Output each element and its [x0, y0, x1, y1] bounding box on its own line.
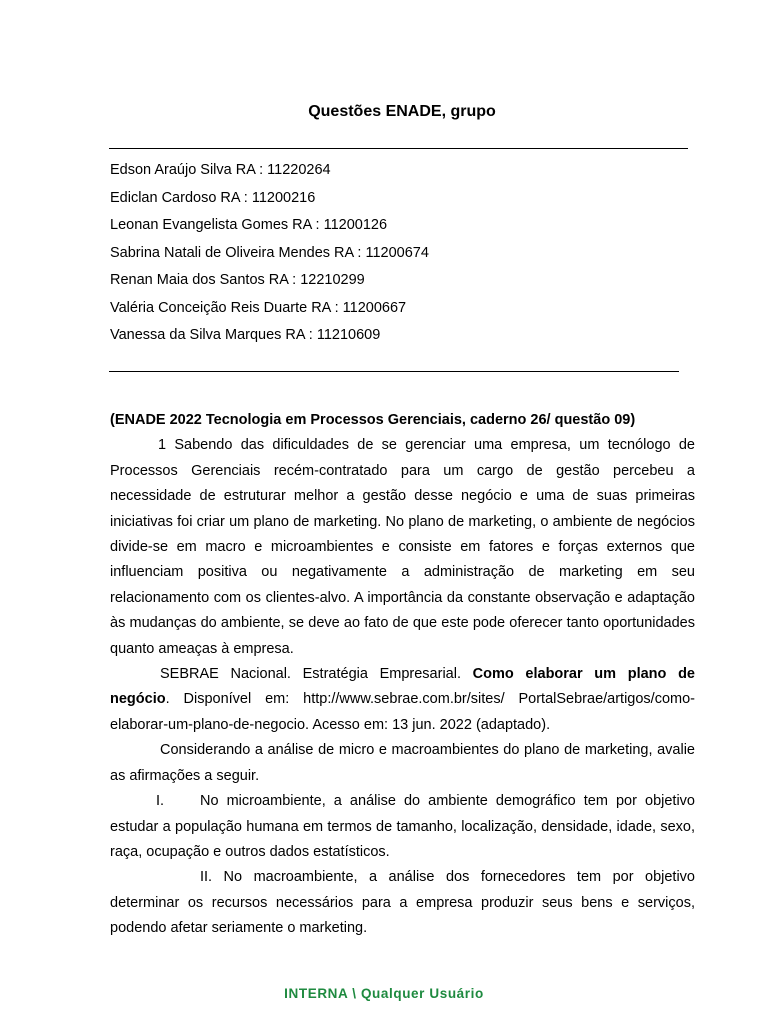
- statement-number: I.: [156, 793, 165, 810]
- statement-item: [110, 789, 695, 865]
- statement-item: [110, 865, 695, 941]
- statement-text: II. No macroambiente, a análise dos fornecedores tem por objetivo determinar os recursos necessários para a empresa produzir seus bens e serviços, podendo afetar seriamente o marketing.: [110, 869, 695, 937]
- reference-citation: [110, 662, 695, 738]
- document-title: Questões ENADE, grupo: [308, 103, 496, 120]
- reference-suffix: . Disponível em: http://www.sebrae.com.br/sites/ PortalSebrae/artigos/como-elaborar-um-plano-de-negocio. Acesso em: 13 jun. 2022 (adaptado).: [110, 691, 695, 733]
- reference-prefix: SEBRAE Nacional. Estratégia Empresarial.: [160, 666, 473, 683]
- top-divider: [109, 148, 688, 149]
- member-line: Renan Maia dos Santos RA : 12210299: [110, 272, 365, 288]
- bottom-divider: [109, 371, 679, 372]
- member-line: Edson Araújo Silva RA : 11220264: [110, 162, 331, 178]
- question-content: [110, 408, 695, 942]
- reference-title: Como elaborar um plano de negócio: [110, 666, 695, 708]
- member-line: Vanessa da Silva Marques RA : 11210609: [110, 327, 381, 343]
- member-line: Ediclan Cardoso RA : 11200216: [110, 189, 316, 206]
- statement-text: No microambiente, a análise do ambiente demográfico tem por objetivo estudar a população humana em termos de tamanho, localização, densidade, idade, sexo, raça, ocupação e outros dados estatísticos.: [110, 793, 695, 860]
- classification-label: INTERNA: [284, 986, 348, 1001]
- question-heading: (ENADE 2022 Tecnologia em Processos Gerenciais, caderno 26/ questão 09): [110, 412, 636, 428]
- member-line: Leonan Evangelista Gomes RA : 11200126: [110, 217, 388, 233]
- member-line: Sabrina Natali de Oliveira Mendes RA : 11200674: [110, 244, 429, 261]
- member-line: Valéria Conceição Reis Duarte RA : 11200667: [110, 299, 407, 316]
- question-instruction: Considerando a análise de micro e macroambientes do plano de marketing, avalie as afirmações a seguir.: [110, 742, 695, 784]
- classification-separator: \: [352, 986, 357, 1001]
- question-paragraph: 1 Sabendo das dificuldades de se gerenciar uma empresa, um tecnólogo de Processos Gerenciais recém-contratado para um cargo de gestão percebeu a necessidade de estruturar melhor a gestão desse negócio e uma de suas primeiras iniciativas foi criar um plano de marketing. No plano de marketing, o ambiente de negócios divide-se em macro e microambientes e consiste em fatores e forças externos que influenciam positiva ou negativamente a administração de marketing em seu relacionamento com os clientes-alvo. A importância da constante observação e adaptação às mudanças do ambiente, se deve ao fato de que este pode oferecer tanto oportunidades quanto ameaças à empresa.: [110, 437, 695, 657]
- classification-footer: [0, 986, 768, 1001]
- group-members-list: [110, 161, 429, 354]
- classification-audience: Qualquer Usuário: [360, 986, 484, 1001]
